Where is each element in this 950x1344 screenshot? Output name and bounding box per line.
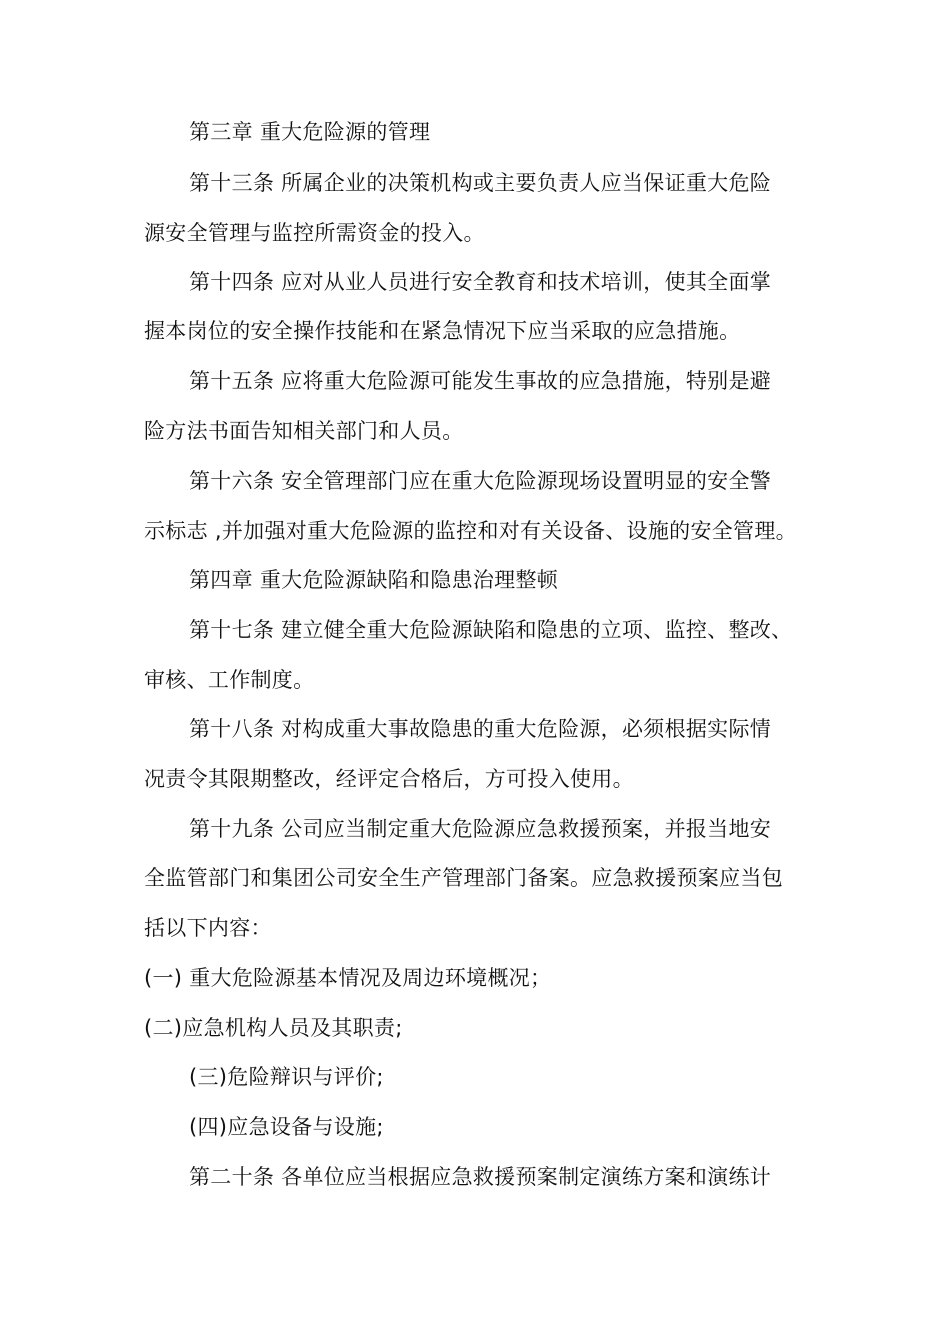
list-item-3: (三)危险辩识与评价;	[189, 1065, 384, 1089]
article-13-line-1: 第十三条 所属企业的决策机构或主要负责人应当保证重大危险	[189, 171, 772, 195]
chapter-3-heading: 第三章 重大危险源的管理	[189, 120, 431, 144]
article-20-line-1: 第二十条 各单位应当根据应急救援预案制定演练方案和演练计	[189, 1165, 772, 1189]
article-15-line-1: 第十五条 应将重大危险源可能发生事故的应急措施，特别是避	[189, 369, 772, 393]
article-17-line-2: 审核、工作制度。	[144, 668, 315, 692]
list-item-2: (二)应急机构人员及其职责;	[144, 1016, 403, 1040]
list-item-4: (四)应急设备与设施;	[189, 1115, 384, 1139]
chapter-4-heading: 第四章 重大危险源缺陷和隐患治理整顿	[189, 568, 559, 592]
article-19-line-1: 第十九条 公司应当制定重大危险源应急救援预案，并报当地安	[189, 817, 772, 841]
article-17-line-1: 第十七条 建立健全重大危险源缺陷和隐患的立项、监控、整改、	[189, 618, 793, 642]
list-item-1: (一) 重大危险源基本情况及周边环境概况；	[144, 966, 552, 990]
article-16-line-2: 示标志 ,并加强对重大危险源的监控和对有关设备、设施的安全管理。	[144, 519, 797, 543]
article-16-line-1: 第十六条 安全管理部门应在重大危险源现场设置明显的安全警	[189, 469, 772, 493]
article-18-line-1: 第十八条 对构成重大事故隐患的重大危险源，必须根据实际情	[189, 717, 772, 741]
article-14-line-1: 第十四条 应对从业人员进行安全教育和技术培训，使其全面掌	[189, 270, 772, 294]
article-19-line-2: 全监管部门和集团公司安全生产管理部门备案。应急救援预案应当包	[144, 866, 783, 890]
article-18-line-2: 况责令其限期整改，经评定合格后，方可投入使用。	[144, 767, 634, 791]
article-19-line-3: 括以下内容：	[144, 916, 272, 940]
article-13-line-2: 源安全管理与监控所需资金的投入。	[144, 221, 485, 245]
article-14-line-2: 握本岗位的安全操作技能和在紧急情况下应当采取的应急措施。	[144, 319, 741, 343]
article-15-line-2: 险方法书面告知相关部门和人员。	[144, 419, 464, 443]
